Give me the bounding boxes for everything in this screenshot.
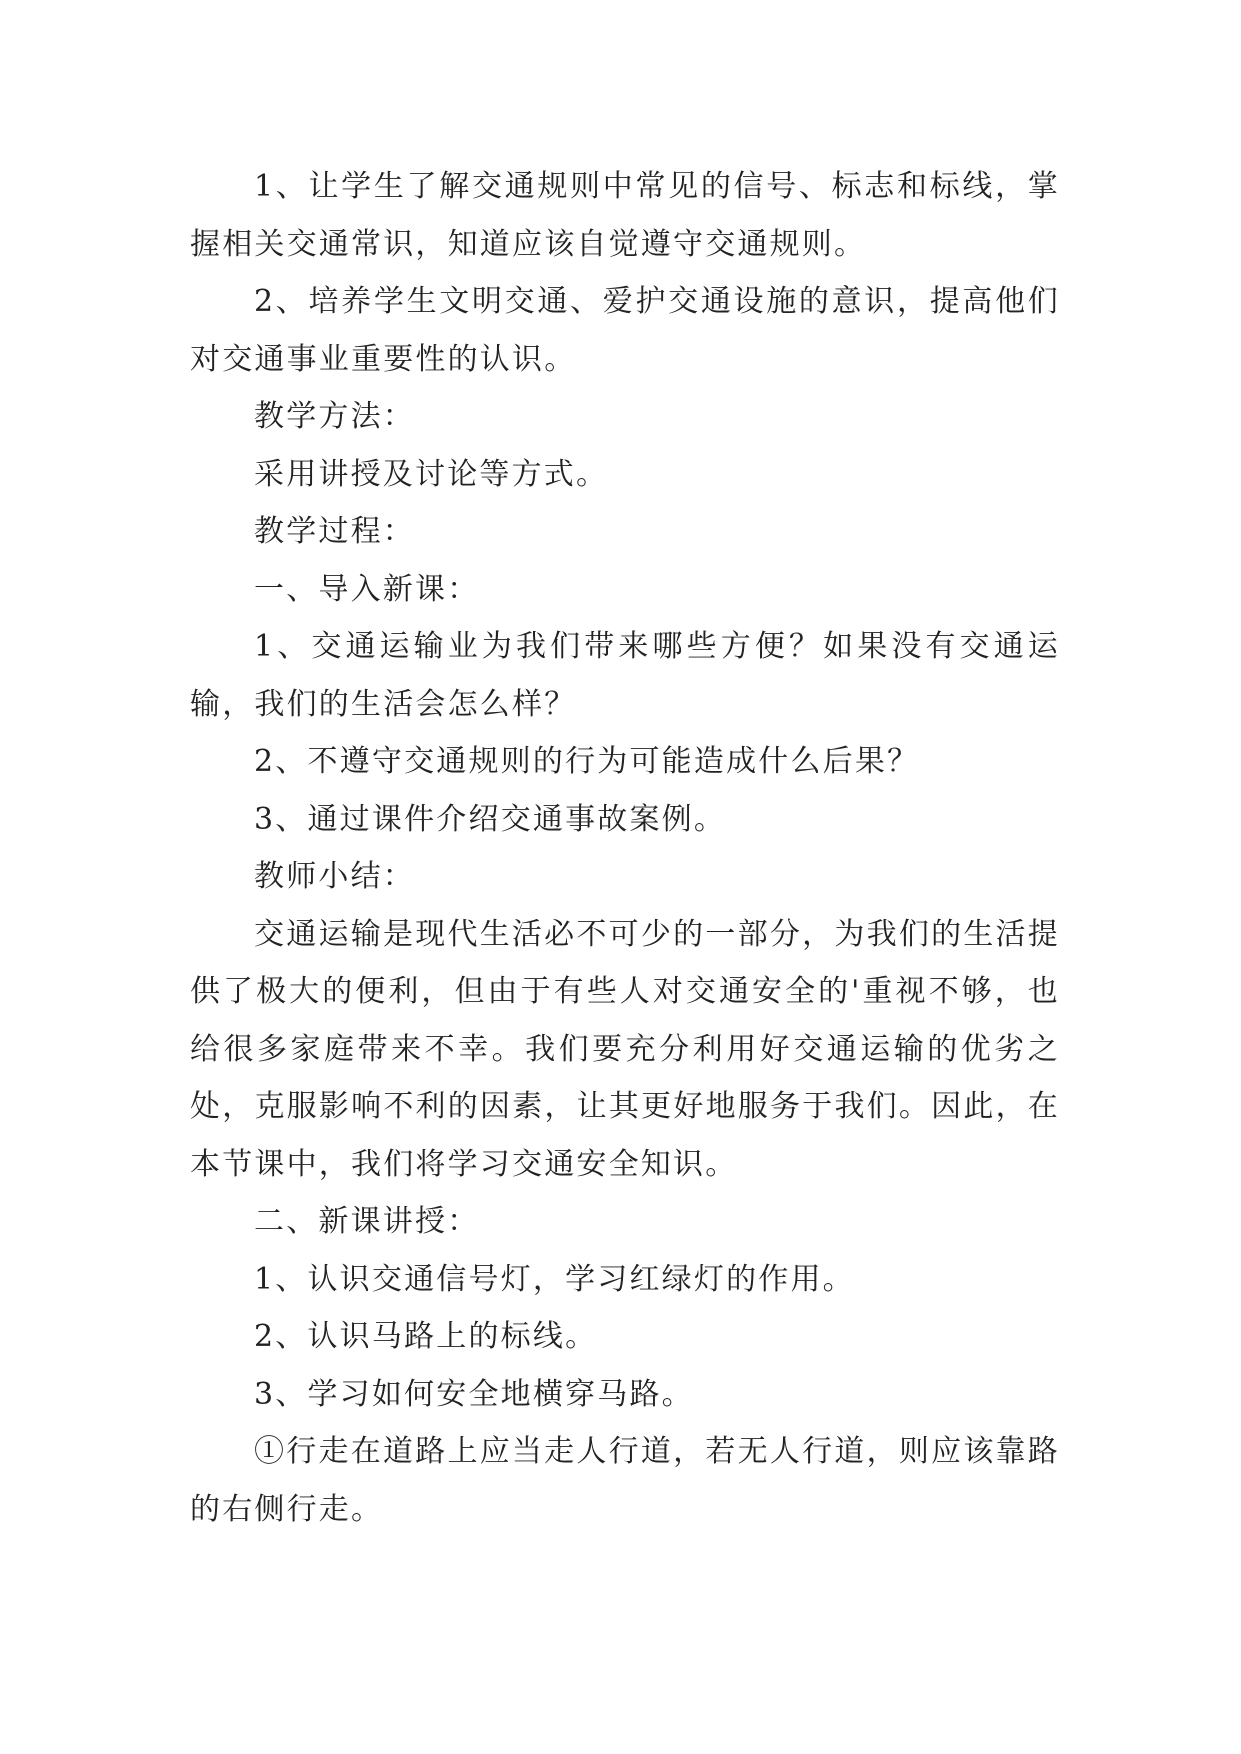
paragraph-intro-question-1: 1、交通运输业为我们带来哪些方便？如果没有交通运输，我们的生活会怎么样？ <box>190 629 1060 722</box>
paragraph-lesson-item-2: 2、认识马路上的标线。 <box>254 1319 598 1354</box>
heading-teaching-process: 教学过程： <box>254 514 415 549</box>
heading-introduction: 一、导入新课： <box>254 571 480 607</box>
paragraph-intro-question-3: 3、通过课件介绍交通事故案例。 <box>254 801 727 837</box>
paragraph-objective-2: 2、培养学生文明交通、爱护交通设施的意识，提高他们对交通事业重要性的认识。 <box>190 284 1060 377</box>
paragraph-lesson-item-1: 1、认识交通信号灯，学习红绿灯的作用。 <box>254 1261 855 1297</box>
paragraph-objective-1: 1、让学生了解交通规则中常见的信号、标志和标线，掌握相关交通常识，知道应该自觉遵守交通规则。 <box>190 169 1060 262</box>
heading-teacher-summary: 教师小结： <box>254 859 415 894</box>
paragraph-teaching-method: 采用讲授及讨论等方式。 <box>254 456 609 492</box>
heading-teaching-method: 教学方法： <box>254 399 415 434</box>
paragraph-intro-question-2: 2、不遵守交通规则的行为可能造成什么后果？ <box>254 744 920 779</box>
paragraph-walking-rule-1: ①行走在道路上应当走人行道，若无人行道，则应该靠路的右侧行走。 <box>190 1434 1060 1527</box>
document-body <box>190 158 1060 1538</box>
heading-new-lesson: 二、新课讲授： <box>254 1204 480 1239</box>
paragraph-lesson-item-3: 3、学习如何安全地横穿马路。 <box>254 1376 694 1412</box>
paragraph-teacher-summary: 交通运输是现代生活必不可少的一部分，为我们的生活提供了极大的便利，但由于有些人对交通安全的'重视不够，也给很多家庭带来不幸。我们要充分利用好交通运输的优劣之处，克服影响不利的因素，让其更好地服务于我们。因此，在本节课中，我们将学习交通安全知识。 <box>190 916 1060 1182</box>
